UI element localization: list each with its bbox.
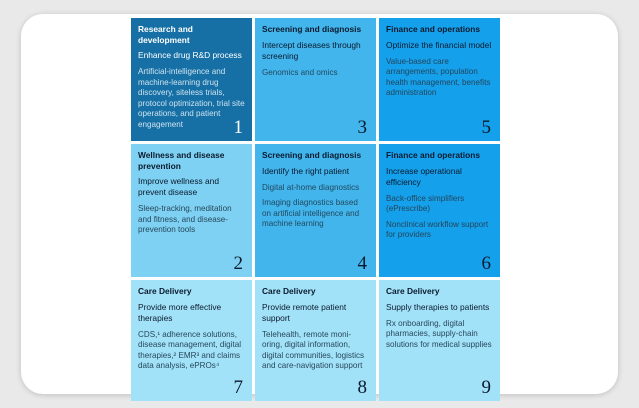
tile-item: Nonclinical workflow support for providers (386, 219, 489, 240)
tile-screening-intercept (255, 18, 376, 141)
tile-item: Rx onboarding, digital pharmacies, supply-chain solutions for medical supplies (386, 318, 492, 349)
tile-item: Sleep-tracking, meditation and fitness, and disease-prevention tools (138, 204, 232, 235)
tile-header: Finance and operations (386, 24, 481, 34)
tile-header: Research and development (138, 24, 193, 45)
tile-care-remote-support (255, 280, 376, 401)
tile-header: Care Delivery (138, 286, 192, 296)
tile-wellness-prevention (131, 144, 252, 277)
tile-item: CDS,¹ adherence solutions, disease management, digital therapies,² EMR³ and claims data analysis, ePROs⁴ (138, 329, 242, 371)
tile-number: 9 (481, 377, 491, 398)
tile-care-supply-therapies (379, 280, 500, 401)
tile-item: Digital at-home diagnostics (262, 182, 360, 192)
tile-item: Value-based care arrangements, population health management, benefits administration (386, 56, 491, 98)
tile-finance-efficiency (379, 144, 500, 277)
tile-subtitle: Provide remote patient support (262, 301, 347, 323)
tile-item: Genomics and omics (262, 67, 338, 77)
tile-item: Telehealth, remote moni-oring, digital information, digital communities, logistics and care-navigation support (262, 329, 365, 371)
tile-care-effective-therapies (131, 280, 252, 401)
tile-item: Imaging diagnostics based on artificial intelligence and machine learning (262, 198, 360, 229)
tile-number: 5 (481, 117, 491, 138)
tile-subtitle: Supply therapies to patients (386, 301, 490, 312)
tile-number: 2 (233, 253, 243, 274)
tile-number: 3 (357, 117, 367, 138)
tile-subtitle: Improve wellness and prevent disease (138, 176, 219, 197)
tile-subtitle: Intercept diseases through screening (262, 39, 361, 61)
tile-number: 6 (481, 253, 491, 274)
tile-number: 4 (357, 253, 367, 274)
tile-subtitle: Identify the right patient (262, 165, 350, 176)
tile-item: Back-office simplifiers (ePrescribe) (386, 193, 465, 214)
tile-header: Screening and diagnosis (262, 150, 362, 160)
tile-subtitle: Optimize the financial model (386, 39, 492, 50)
tile-research-development (131, 18, 252, 141)
tile-header: Wellness and disease prevention (138, 150, 225, 171)
tile-header: Care Delivery (262, 286, 316, 296)
framework-grid (131, 18, 500, 398)
tile-screening-identify (255, 144, 376, 277)
tile-finance-optimize (379, 18, 500, 141)
tile-header: Care Delivery (386, 286, 440, 296)
tile-subtitle: Provide more effective therapies (138, 301, 222, 323)
tile-number: 8 (357, 377, 367, 398)
tile-header: Screening and diagnosis (262, 24, 362, 34)
tile-subtitle: Enhance drug R&D process (138, 50, 242, 60)
tile-number: 1 (233, 117, 243, 138)
tile-header: Finance and operations (386, 150, 481, 160)
tile-item: Artificial-intelligence and machine-learning drug discovery, siteless trials, protocol optimization, trial site operations, and patient engagement (138, 67, 245, 129)
tile-number: 7 (233, 377, 243, 398)
tile-subtitle: Increase operational efficiency (386, 165, 462, 187)
